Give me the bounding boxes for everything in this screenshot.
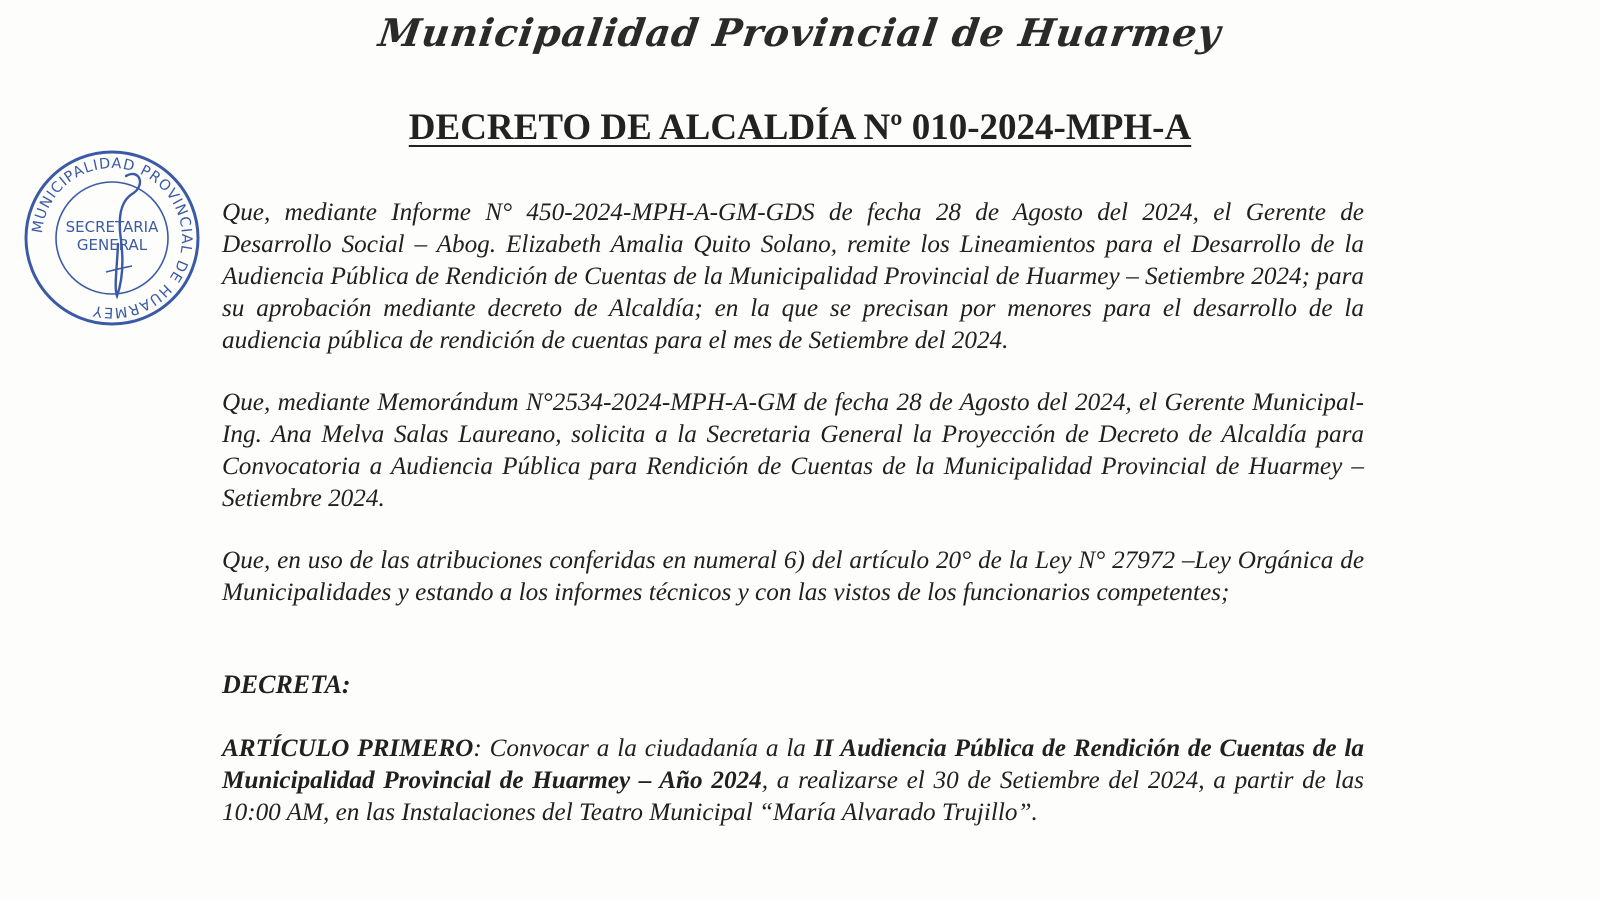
- paragraph-atribuciones: Que, en uso de las atribuciones conferidas en numeral 6) del artículo 20° de la Ley N° 27972 –Ley Orgánica de Municipalidades y estando a los informes técnicos y con las vistos de los funcionarios competentes;: [222, 547, 1364, 606]
- seal-ring-text: MUNICIPALIDAD PROVINCIAL DE HUARMEY: [29, 155, 195, 321]
- paragraph-memorandum: Que, mediante Memorándum N°2534-2024-MPH-A-GM de fecha 28 de Agosto del 2024, el Gerente Municipal- Ing. Ana Melva Salas Laureano, solicita a la Secretaria General la Proyección de Decreto de Alcaldía para Convocatoria a Audiencia Pública para Rendición de Cuentas de la Municipalidad Provincial de Huarmey – Setiembre 2024.: [222, 389, 1364, 512]
- seal-center-line1: SECRETARIA: [65, 218, 159, 236]
- article-first-label: ARTÍCULO PRIMERO: [222, 735, 474, 762]
- decree-title-text: DECRETO DE ALCALDÍA Nº 010-2024-MPH-A: [408, 107, 1192, 148]
- paragraph-informe: Que, mediante Informe N° 450-2024-MPH-A-GM-GDS de fecha 28 de Agosto del 2024, el Gerente de Desarrollo Social – Abog. Elizabeth Amalia Quito Solano, remite los Lineamientos para el Desarrollo de la Audiencia Pública de Rendición de Cuentas de la Municipalidad Provincial de Huarmey – Setiembre 2024; para su aprobación mediante decreto de Alcaldía; en la que se precisan por menores para el desarrollo de la audiencia pública de rendición de cuentas para el mes de Setiembre del 2024.: [222, 199, 1364, 354]
- seal-center-line2: GENERAL: [76, 236, 148, 254]
- secretaria-general-seal: [22, 148, 202, 328]
- decree-title: [0, 106, 1600, 149]
- article-first: [222, 733, 1364, 829]
- decreta-heading: DECRETA:: [222, 670, 351, 699]
- article-first-rest: , a realizarse el 30 de Setiembre del 2024, a partir de las 10:00 AM, en las Instalaciones del Teatro Municipal “María Alvarado Trujillo”.: [222, 767, 1364, 826]
- article-first-highlight: II Audiencia Pública de Rendición de Cuentas de la Municipalidad Provincial de Huarmey – Año 2024: [222, 735, 1364, 794]
- institution-header: Municipalidad Provincial de Huarmey: [375, 10, 1225, 55]
- seal-signature-flourish: [106, 266, 132, 272]
- article-first-intro: Convocar a la ciudadanía a la: [489, 735, 814, 762]
- article-first-sep: :: [473, 735, 490, 762]
